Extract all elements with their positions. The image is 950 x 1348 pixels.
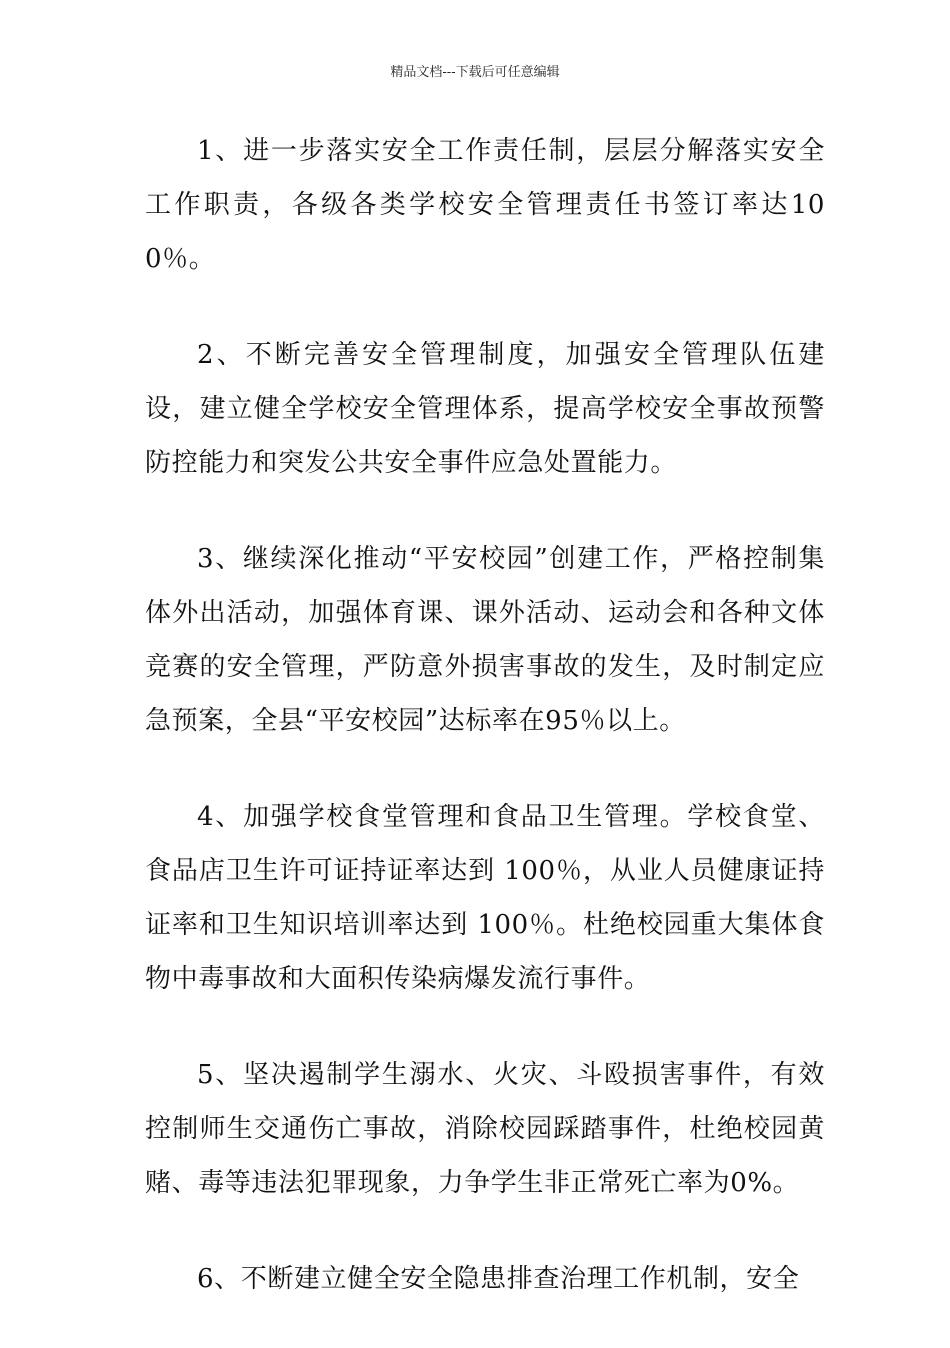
document-body	[145, 124, 825, 1348]
paragraph-5: 5、坚决遏制学生溺水、火灾、斗殴损害事件，有效控制师生交通伤亡事故，消除校园踩踏事件，杜绝校园黄赌、毒等违法犯罪现象，力争学生非正常死亡率为0%。	[145, 1060, 825, 1198]
paragraph-6: 6、不断建立健全安全隐患排查治理工作机制，安全	[197, 1264, 800, 1294]
paragraph-4: 4、加强学校食堂管理和食品卫生管理。学校食堂、食品店卫生许可证持证率达到 100％，从业人员健康证持证率和卫生知识培训率达到 100％。杜绝校园重大集体食物中毒事故和大面积传染病爆发流行事件。	[145, 802, 825, 994]
paragraph-2: 2、不断完善安全管理制度，加强安全管理队伍建设，建立健全学校安全管理体系，提高学校安全事故预警防控能力和突发公共安全事件应急处置能力。	[145, 340, 825, 478]
page-header: 精品文档---下载后可任意编辑	[390, 65, 560, 80]
paragraph-3: 3、继续深化推动“平安校园”创建工作，严格控制集体外出活动，加强体育课、课外活动、运动会和各种文体竞赛的安全管理，严防意外损害事故的发生，及时制定应急预案，全县“平安校园”达标率在95％以上。	[145, 544, 825, 736]
paragraph-1: 1、进一步落实安全工作责任制，层层分解落实安全工作职责，各级各类学校安全管理责任书签订率达100％。	[145, 136, 825, 274]
